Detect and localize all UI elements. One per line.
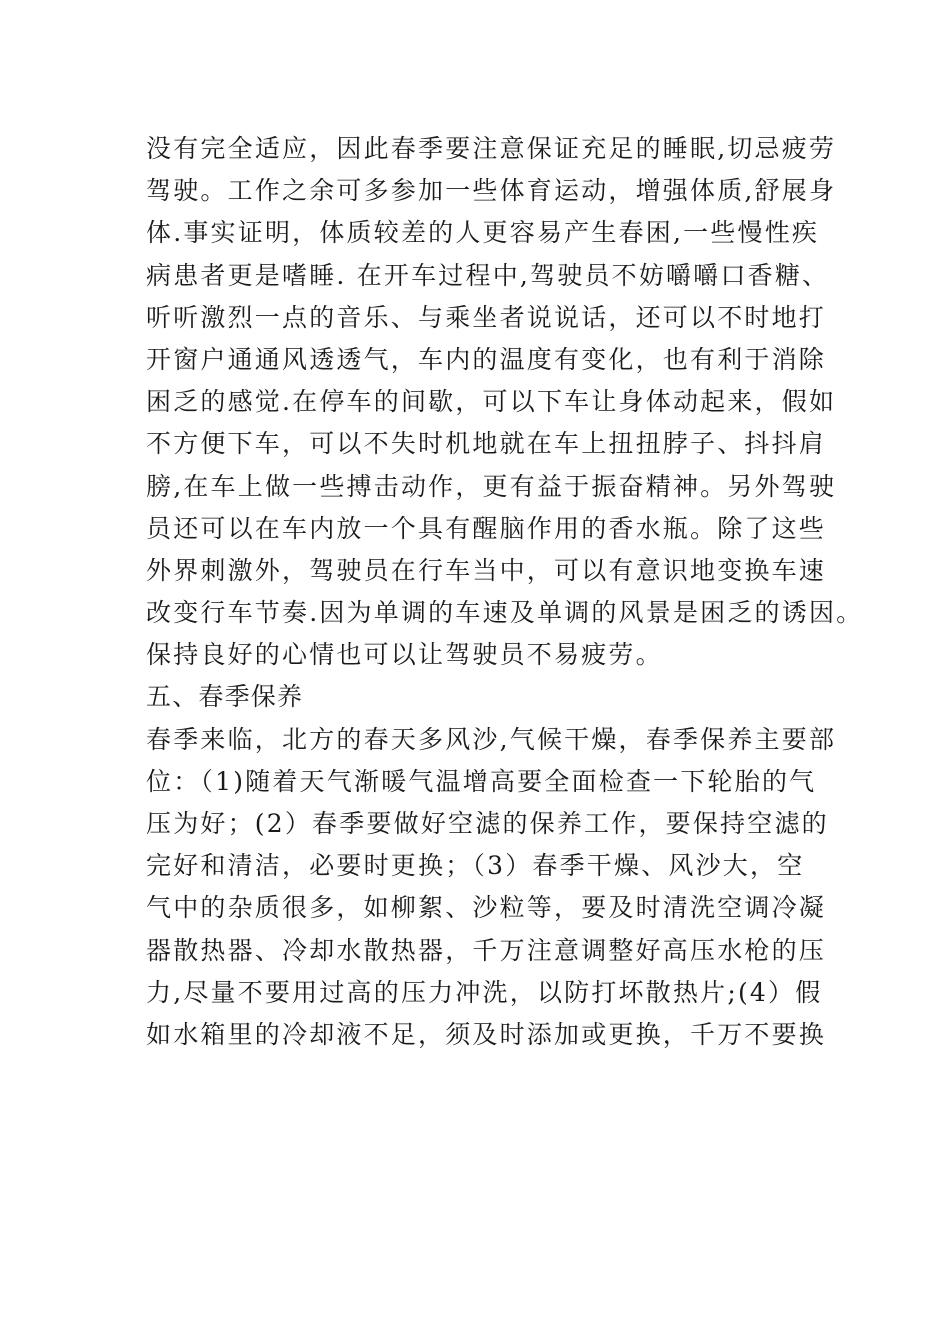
text-line: 体.事实证明，体质较差的人更容易产生春困,一些慢性疾 — [146, 218, 820, 248]
text-line: 气中的杂质很多，如柳絮、沙粒等，要及时清洗空调冷凝 — [146, 893, 827, 923]
text-line: 员还可以在车内放一个具有醒脑作用的香水瓶。除了这些 — [146, 513, 827, 543]
text-line: 力,尽量不要用过高的压力冲洗，以防打坏散热片;(4）假 — [146, 977, 823, 1007]
text-line: 困乏的感觉.在停车的间歇，可以下车让身体动起来，假如 — [146, 387, 837, 417]
text-line: 膀,在车上做一些搏击动作，更有益于振奋精神。另外驾驶 — [146, 471, 837, 501]
text-line: 听听激烈一点的音乐、与乘坐者说说话，还可以不时地打 — [146, 302, 827, 332]
text-line: 器散热器、冷却水散热器，千万注意调整好高压水枪的压 — [146, 935, 827, 965]
text-line: 如水箱里的冷却液不足，须及时添加或更换，千万不要换 — [146, 1019, 827, 1049]
text-line: 没有完全适应，因此春季要注意保证充足的睡眠,切忌疲劳 — [146, 134, 837, 163]
text-line: 驾驶。工作之余可多参加一些体育运动，增强体质,舒展身 — [146, 176, 837, 206]
text-line: 外界刺激外，驾驶员在行车当中，可以有意识地变换车速 — [146, 555, 827, 585]
text-line: 病患者更是嗜睡. 在开车过程中,驾驶员不妨嚼嚼口香糖、 — [146, 260, 830, 290]
text-line: 春季来临，北方的春天多风沙,气候干燥，春季保养主要部 — [146, 724, 837, 754]
text-line: 改变行车节奏.因为单调的车速及单调的风景是困乏的诱因。 — [146, 598, 864, 628]
section-heading: 五、春季保养 — [146, 682, 304, 712]
body-text — [146, 128, 864, 1056]
text-line: 压为好；(2）春季要做好空滤的保养工作，要保持空滤的 — [146, 809, 829, 838]
text-line: 开窗户通通风透透气，车内的温度有变化，也有利于消除 — [146, 344, 827, 374]
text-line: 位：（1)随着天气渐暖气温增高要全面检查一下轮胎的气 — [146, 766, 817, 796]
text-line: 保持良好的心情也可以让驾驶员不易疲劳。 — [146, 640, 663, 670]
text-line: 完好和清洁，必要时更换；（3）春季干燥、风沙大，空 — [146, 851, 805, 881]
text-line: 不方便下车，可以不失时机地就在车上扭扭脖子、抖抖肩 — [146, 429, 827, 459]
